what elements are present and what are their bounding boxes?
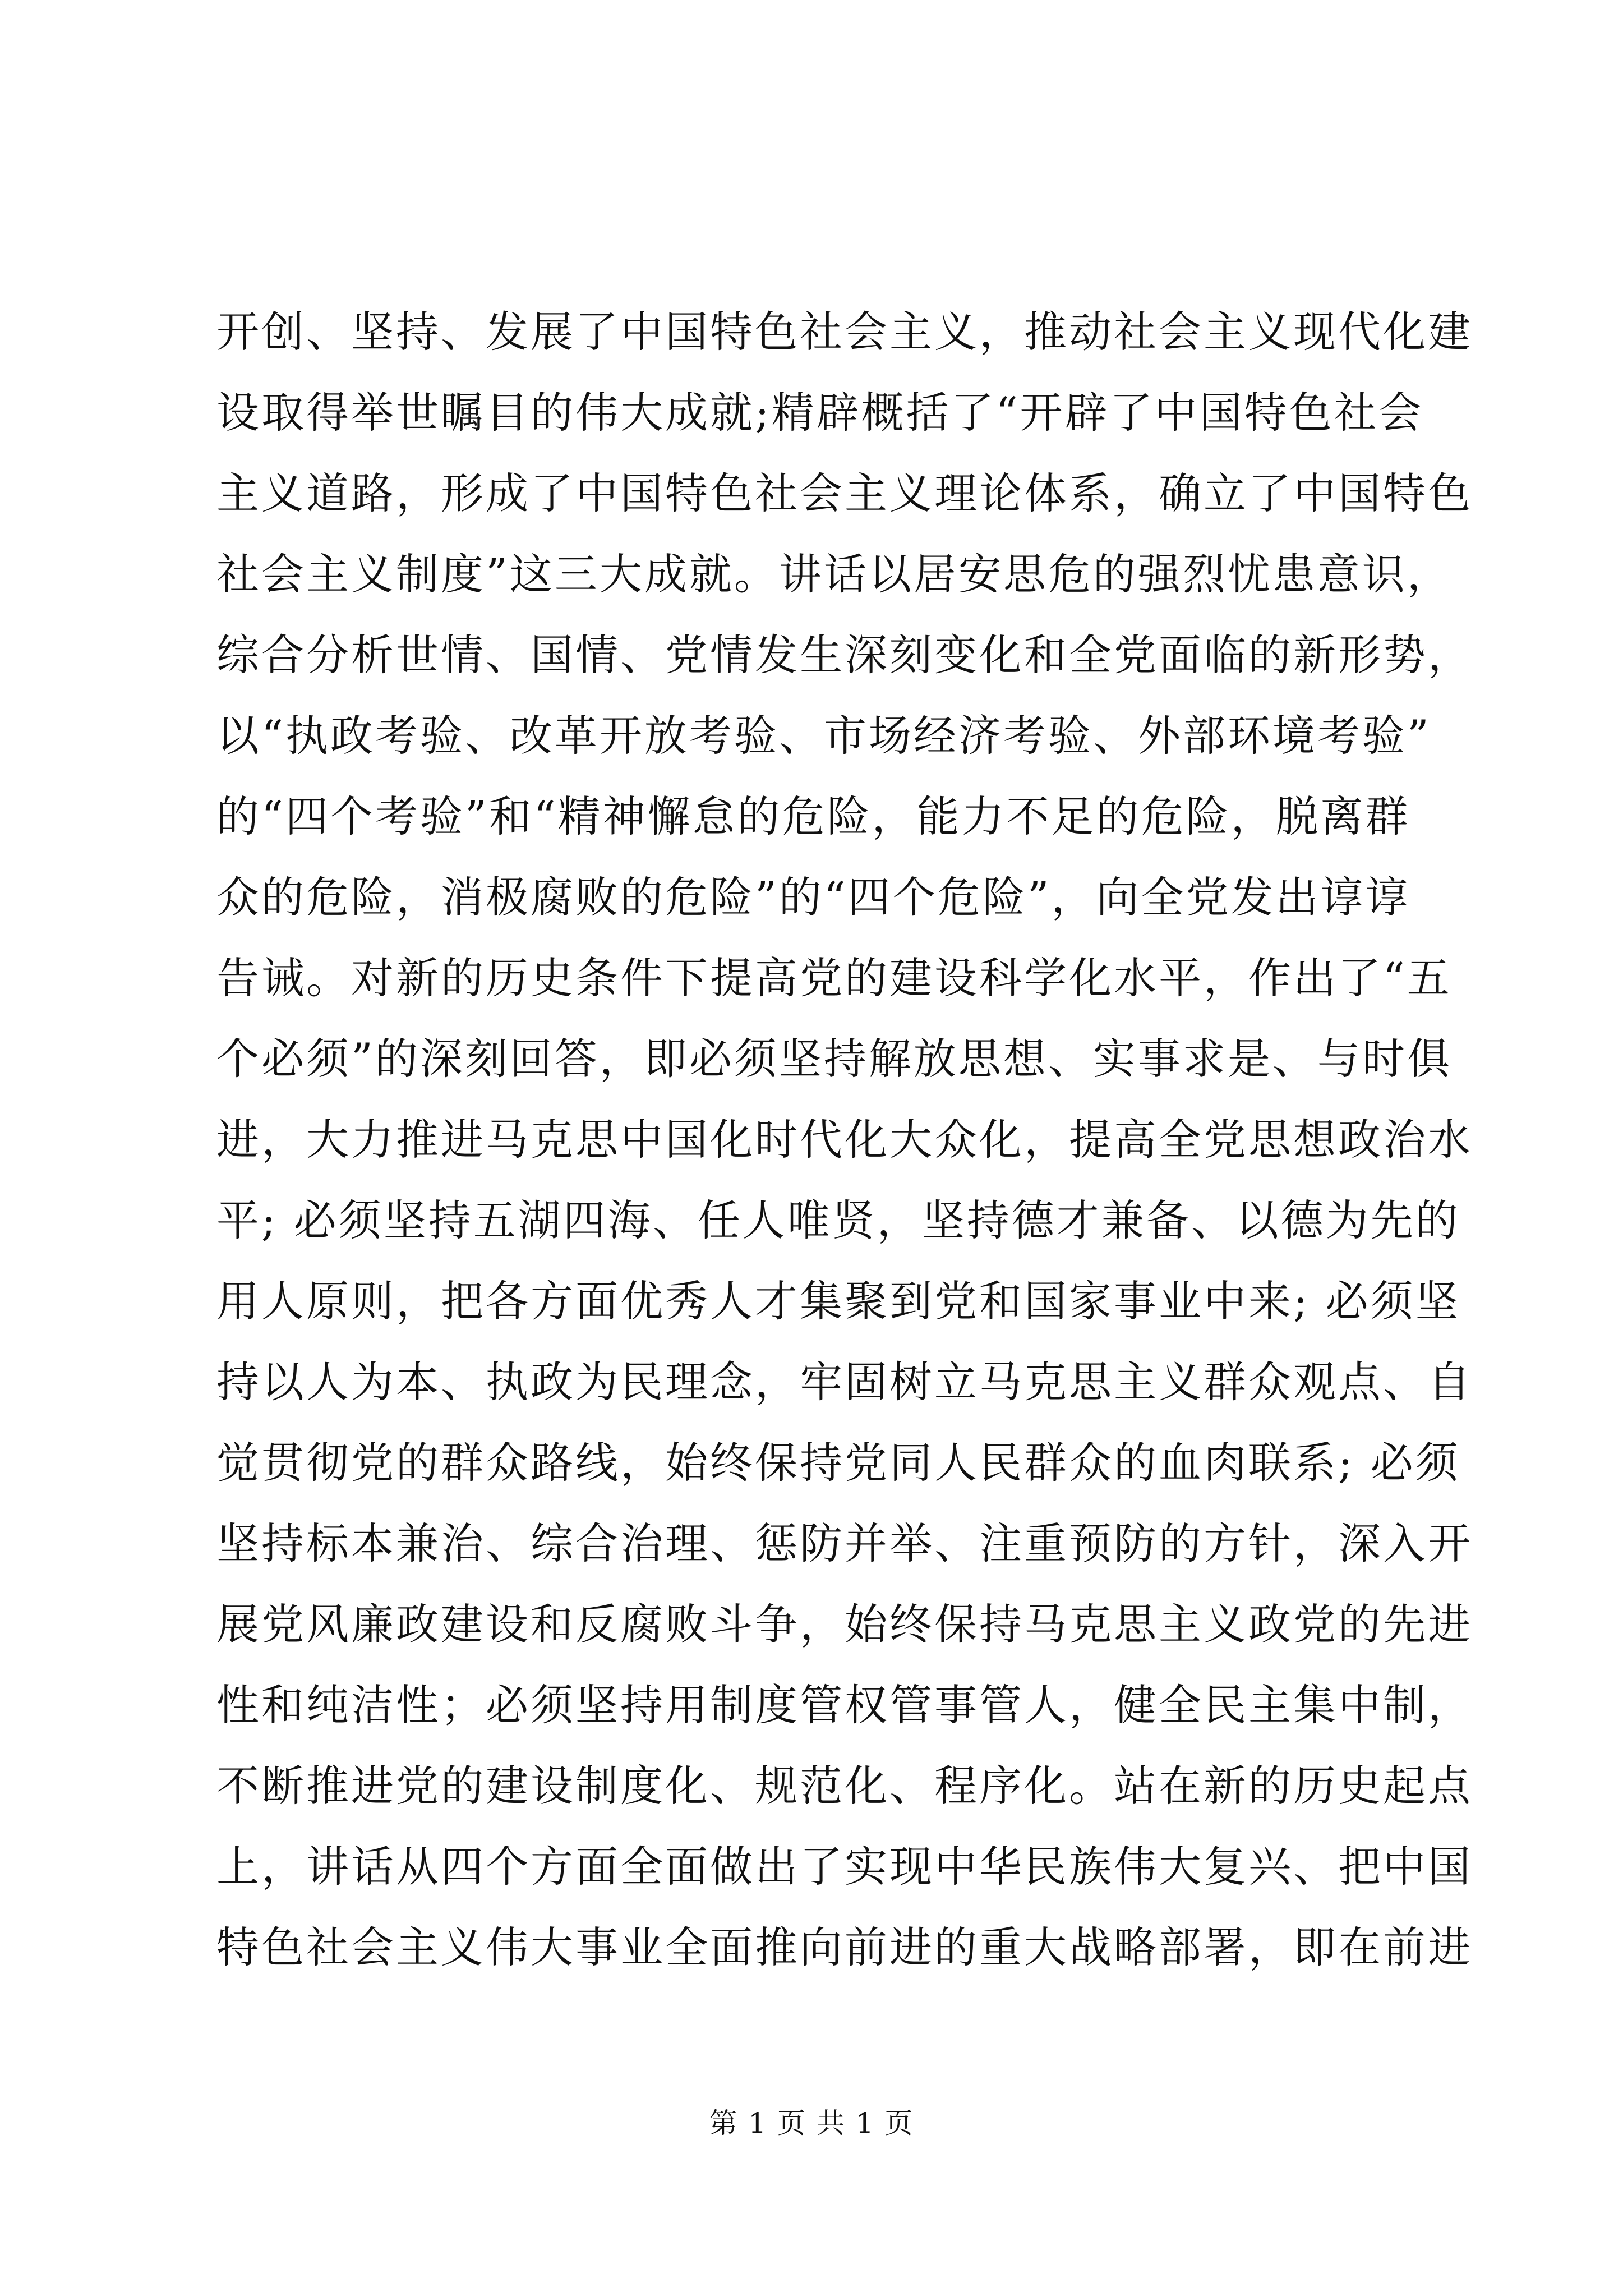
text-line: 告诫。对新的历史条件下提高党的建设科学化水平，作出了“五 xyxy=(216,953,1452,1003)
text-line: 上，讲话从四个方面全面做出了实现中华民族伟大复兴、把中国 xyxy=(216,1842,1473,1892)
text-line: 坚持标本兼治、综合治理、惩防并举、注重预防的方针，深入开 xyxy=(216,1519,1473,1568)
text-line: 开创、坚持、发展了中国特色社会主义，推动社会主义现代化建 xyxy=(216,307,1473,357)
text-line: 以“执政考验、改革开放考验、市场经济考验、外部环境考验” xyxy=(216,711,1431,761)
text-line: 用人原则，把各方面优秀人才集聚到党和国家事业中来; 必须坚 xyxy=(216,1276,1460,1326)
text-line: 不断推进党的建设制度化、规范化、程序化。站在新的历史起点 xyxy=(216,1761,1473,1811)
text-line: 展党风廉政建设和反腐败斗争，始终保持马克思主义政党的先进 xyxy=(216,1599,1473,1649)
text-line: 觉贯彻党的群众路线，始终保持党同人民群众的血肉联系; 必须 xyxy=(216,1438,1460,1488)
text-line: 众的危险，消极腐败的危险”的“四个危险”，向全党发出谆谆 xyxy=(216,872,1410,922)
text-line: 持以人为本、执政为民理念，牢固树立马克思主义群众观点、自 xyxy=(216,1357,1473,1407)
text-line: 进，大力推进马克思中国化时代化大众化，提高全党思想政治水 xyxy=(216,1115,1473,1165)
text-line: 综合分析世情、国情、党情发生深刻变化和全党面临的新形势， xyxy=(216,630,1473,680)
text-line: 平; 必须坚持五湖四海、任人唯贤，坚持德才兼备、以德为先的 xyxy=(216,1195,1460,1245)
text-line: 特色社会主义伟大事业全面推向前进的重大战略部署，即在前进 xyxy=(216,1922,1473,1972)
body-text xyxy=(216,292,1473,1988)
text-line: 主义道路，形成了中国特色社会主义理论体系，确立了中国特色 xyxy=(216,468,1473,518)
text-line: 个必须”的深刻回答，即必须坚持解放思想、实事求是、与时俱 xyxy=(216,1034,1452,1084)
text-line: 性和纯洁性；必须坚持用制度管权管事管人，健全民主集中制， xyxy=(216,1680,1473,1730)
page-number-label: 第 1 页 共 1 页 xyxy=(709,2107,914,2139)
text-line: 社会主义制度”这三大成就。讲话以居安思危的强烈忧患意识， xyxy=(216,549,1452,599)
text-line: 的“四个考验”和“精神懈怠的危险，能力不足的危险，脱离群 xyxy=(216,792,1410,841)
page-footer xyxy=(0,2104,1623,2143)
text-line: 设取得举世瞩目的伟大成就;精辟概括了“开辟了中国特色社会 xyxy=(216,388,1424,438)
